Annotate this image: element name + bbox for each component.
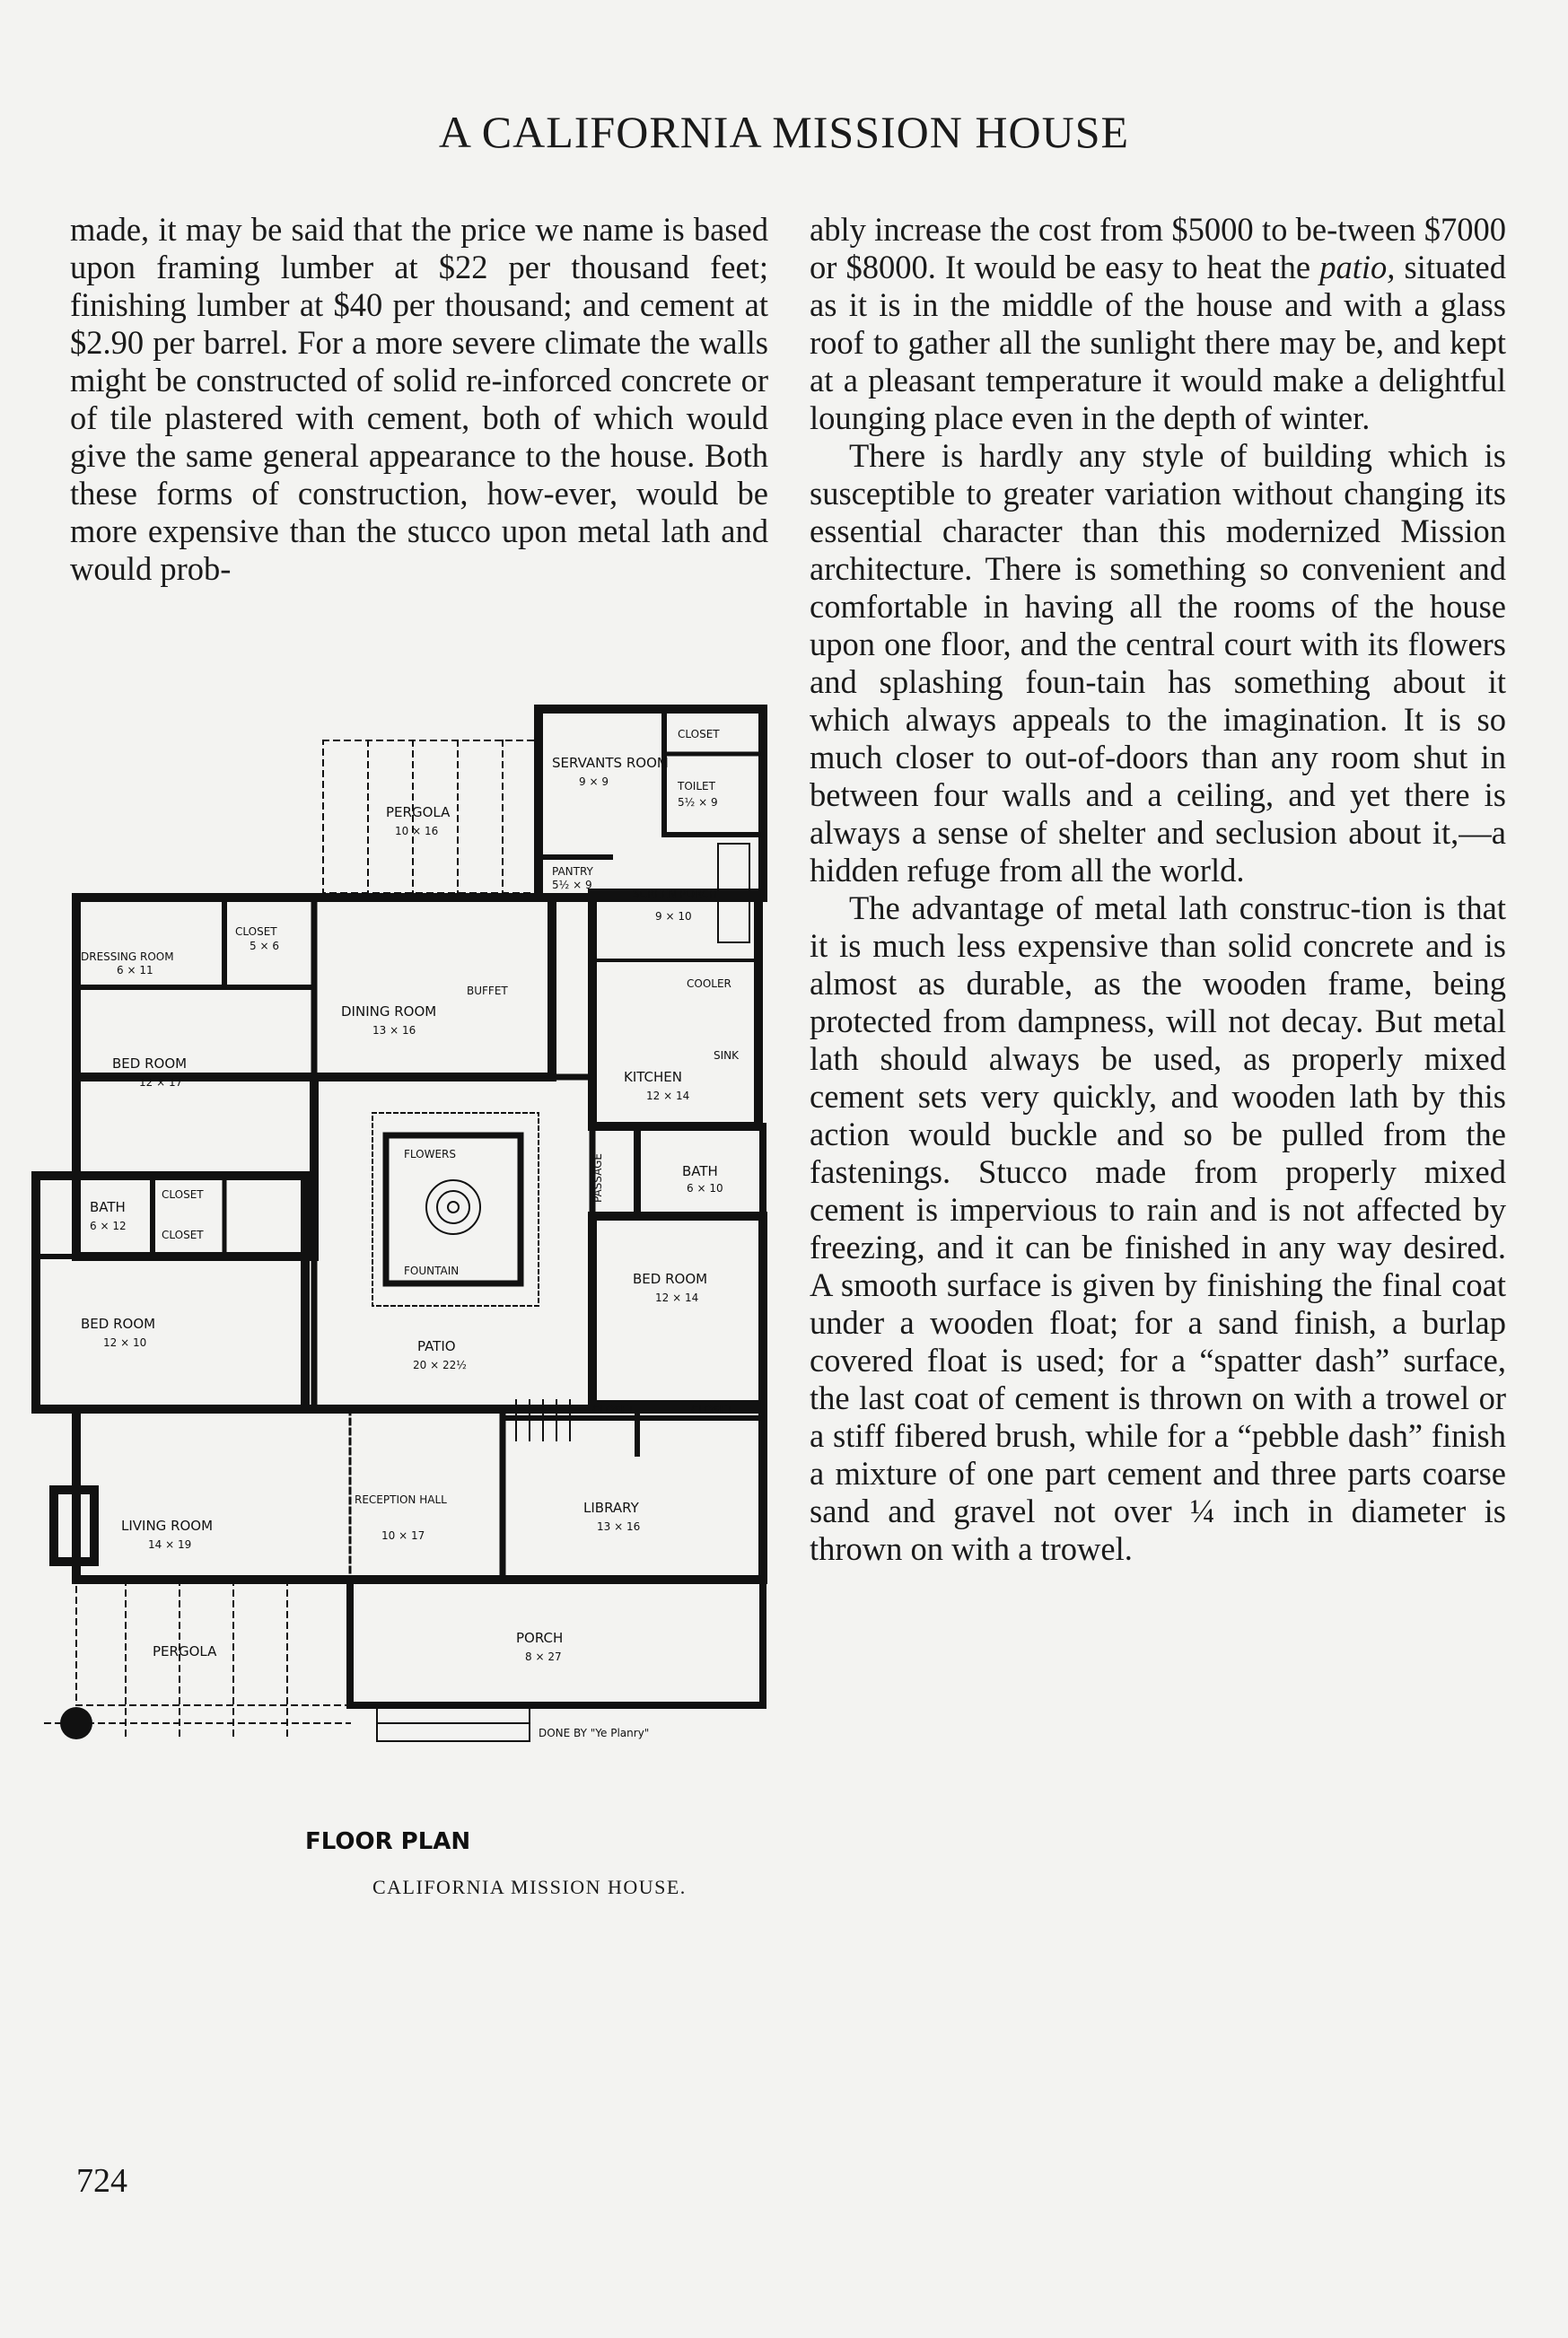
- room-dressing-size: 6 × 11: [117, 964, 153, 976]
- room-living-size: 14 × 19: [148, 1538, 192, 1551]
- room-closet-bath-1: CLOSET: [162, 1188, 204, 1201]
- room-servants: SERVANTS ROOM: [552, 755, 669, 771]
- room-pergola-top-size: 10 × 16: [395, 825, 439, 837]
- floor-plan-figure: [27, 700, 772, 1867]
- page-title: A CALIFORNIA MISSION HOUSE: [438, 107, 1130, 157]
- room-screen-porch-size: 9 × 10: [655, 910, 692, 923]
- room-living: LIVING ROOM: [121, 1518, 214, 1534]
- room-closet-dressing: CLOSET: [235, 925, 277, 938]
- floor-plan-drawing: [27, 700, 772, 1867]
- left-paragraph-1: made, it may be said that the price we name is based upon framing lumber at $22 per thousand feet; finishing lumber at $40 per thousand; and cement at $2.90 per barrel. For a more severe climate the walls might be constructed of solid re-inforced concrete or of tile plastered with cement, both of which would give the same general appearance to the house. Both these forms of construction, how-ever, would be more expensive than the stucco upon metal lath and would prob-: [70, 211, 768, 587]
- room-bath-left-size: 6 × 12: [90, 1220, 127, 1232]
- room-passage: PASSAGE: [591, 1152, 604, 1203]
- room-closet-hall: CLOSET: [592, 1404, 635, 1416]
- room-closet-dressing-size: 5 × 6: [250, 940, 279, 952]
- room-closet-bath-2: CLOSET: [162, 1229, 204, 1241]
- room-bed-right: BED ROOM: [633, 1271, 708, 1287]
- room-servants-size: 9 × 9: [579, 775, 609, 788]
- room-kitchen: KITCHEN: [624, 1069, 682, 1085]
- right-paragraph-2: There is hardly any style of building which is susceptible to greater variation without changing its essential character than this modernized Mission architecture. There is something so convenient and comfortable in having all the rooms of the house upon one floor, and the central court with its flowers and splashing foun-tain has something about it which always appeals to the imagination. It is so much closer to out-of-doors than any room shut in between four walls and a ceiling, and yet there is always a sense of shelter and seclusion about it,—a hidden refuge from all the world.: [810, 437, 1506, 889]
- room-buffet: BUFFET: [467, 985, 508, 997]
- room-toilet: TOILET: [678, 780, 715, 792]
- room-sink: SINK: [714, 1049, 740, 1062]
- room-pantry-size: 5½ × 9: [552, 879, 592, 891]
- patio-flowers: FLOWERS: [404, 1148, 457, 1160]
- patio-label: PATIO: [417, 1338, 456, 1354]
- left-column: [70, 211, 768, 588]
- plan-signature: DONE BY "Ye Planry": [539, 1727, 650, 1739]
- room-porch: PORCH: [516, 1630, 564, 1646]
- room-pantry: PANTRY: [552, 865, 593, 878]
- room-cooler: COOLER: [687, 977, 731, 990]
- room-closet-hall-2: CLOSET: [691, 1404, 733, 1416]
- right-paragraph-1-text-a: ably increase the cost from $5000 to be-tween $7000 or $8000. It would be easy to heat the: [810, 211, 1506, 285]
- room-library: LIBRARY: [583, 1500, 639, 1516]
- room-reception-size: 10 × 17: [381, 1529, 425, 1542]
- room-bed-left-size: 12 × 10: [103, 1336, 147, 1349]
- room-pergola-top: PERGOLA: [386, 804, 451, 820]
- right-paragraph-3: The advantage of metal lath construc-tion is that it is much less expensive than solid concrete and is almost as durable, as the wooden frame, being protected from dampness, will not decay. But metal lath should always be used, as properly mixed cement sets very quickly, and wooden lath by this action would buckle and so be pulled from the fastenings. Stucco made from properly mixed cement is impervious to rain and is not affected by freezing, and it can be finished in any way desired. A smooth surface is given by finishing the final coat under a wooden float; for a sand finish, a burlap covered float is used; for a “spatter dash” surface, the last coat of cement is thrown on with a trowel or a stiff fibered brush, while for a “pebble dash” finish a mixture of one part cement and three parts coarse sand and gravel not over ¼ inch in diameter is thrown on with a trowel.: [810, 889, 1506, 1567]
- room-toilet-size: 5½ × 9: [678, 796, 718, 809]
- room-closet-top: CLOSET: [678, 728, 720, 740]
- room-screen-porch: SCREEN PORCH: [633, 888, 718, 900]
- plan-title: FLOOR PLAN: [305, 1828, 471, 1855]
- room-bath-left: BATH: [90, 1199, 126, 1215]
- room-bed-left: BED ROOM: [81, 1316, 156, 1332]
- room-dressing: DRESSING ROOM: [81, 950, 174, 963]
- right-paragraph-1-text-b: situated as it is in the middle of the house and with a glass roof to gather all the sunlight there may be, and kept at a pleasant temperature it would make a delightful lounging place even in the depth of winter.: [810, 249, 1507, 436]
- page-number: 724: [76, 2162, 127, 2200]
- room-bed-1: BED ROOM: [112, 1055, 188, 1072]
- room-reception: RECEPTION HALL: [355, 1493, 447, 1506]
- patio-size: 20 × 22½: [413, 1359, 467, 1371]
- right-paragraph-1-italic: patio,: [1319, 249, 1396, 285]
- patio-fountain: FOUNTAIN: [404, 1265, 460, 1277]
- right-column: [810, 211, 1506, 1568]
- room-kitchen-size: 12 × 14: [646, 1090, 690, 1102]
- room-bed-right-size: 12 × 14: [655, 1292, 699, 1304]
- room-bath-right: BATH: [682, 1163, 718, 1179]
- room-pergola-bottom: PERGOLA: [153, 1643, 217, 1659]
- room-bath-right-size: 6 × 10: [687, 1182, 723, 1195]
- room-dining-size: 13 × 16: [372, 1024, 416, 1037]
- figure-caption: CALIFORNIA MISSION HOUSE.: [372, 1876, 687, 1898]
- room-dining: DINING ROOM: [341, 1003, 437, 1020]
- right-paragraph-1: [810, 211, 1506, 437]
- room-library-size: 13 × 16: [597, 1520, 641, 1533]
- room-porch-size: 8 × 27: [525, 1651, 562, 1663]
- room-bed-1-size: 12 × 17: [139, 1076, 183, 1089]
